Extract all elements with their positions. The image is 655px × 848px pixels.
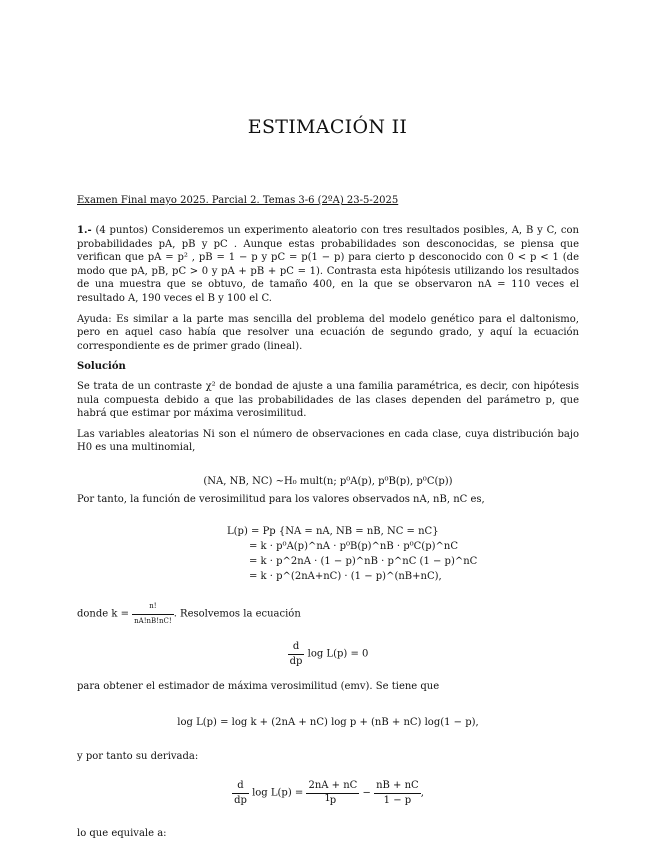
- solution-heading: Solución: [77, 361, 126, 373]
- problem-label: 1.-: [77, 225, 92, 236]
- equation-tail: ,: [420, 787, 424, 799]
- likelihood-line: = k · p^(2nA+nC) · (1 − p)^(nB+nC),: [249, 571, 442, 583]
- derivative-operator: [288, 640, 305, 668]
- solution-paragraph-4: [77, 600, 579, 628]
- k-denominator: nA!nB!nC!: [134, 616, 172, 625]
- likelihood-line: = k · p⁰A(p)^nA · p⁰B(p)^nB · p⁰C(p)^nC: [249, 541, 458, 553]
- document-title: ESTIMACIÓN II: [247, 116, 408, 138]
- solution-paragraph-5: para obtener el estimador de máxima verosimilitud (emv). Se tiene que: [77, 681, 440, 693]
- derivative-numerator: d: [288, 640, 305, 655]
- term-2-numerator: nB + nC: [374, 779, 421, 794]
- multinomial-equation: (NA, NB, NC) ~H₀ mult(n; p⁰A(p), p⁰B(p), p⁰C(p)): [203, 475, 453, 487]
- likelihood-equation-block: [227, 524, 579, 584]
- k-numerator: n!: [132, 600, 174, 615]
- minus-sign: −: [362, 787, 371, 799]
- solution-paragraph-1: Se trata de un contraste χ² de bondad de ajuste a una familia paramétrica, es decir, con hipótesis nula compuesta debido a que las probabilidades de las clases dependen del parámetro p, que habrá que estimar por máxima verosimilitud.: [77, 380, 579, 420]
- derivative-lhs: log L(p) =: [252, 787, 304, 799]
- derivative-equation-text: log L(p) = 0: [307, 648, 369, 660]
- problem-statement: [77, 224, 579, 306]
- exam-header: Examen Final mayo 2025. Parcial 2. Temas 3-6 (2ºA) 23-5-2025: [77, 195, 399, 206]
- derivative-numerator: d: [232, 779, 249, 794]
- k-definition-suffix: . Resolvemos la ecuación: [173, 608, 301, 620]
- derivative-equation: [77, 640, 579, 668]
- term-1-numerator: 2nA + nC: [306, 779, 359, 794]
- solution-paragraph-2: Las variables aleatorias Ni son el número de observaciones en cada clase, cuya distribución bajo H0 es una multinomial,: [77, 428, 579, 454]
- log-likelihood-equation: log L(p) = log k + (2nA + nC) log p + (nB + nC) log(1 − p),: [177, 717, 479, 729]
- term-1-denominator: p: [329, 794, 337, 806]
- likelihood-line: L(p) = Pp {NA = nA, NB = nB, NC = nC}: [227, 526, 439, 538]
- document-body: [77, 224, 579, 848]
- derivative-denominator: dp: [234, 794, 247, 806]
- problem-text: (4 puntos) Consideremos un experimento aleatorio con tres resultados posibles, A, B y C, con probabilidades pA, pB y pC . Aunque estas probabilidades son desconocidas, se piensa que verifican que pA = p² , pB = 1 − p y pC = p(1 − p) para cierto p desconocido con 0 < p < 1 (de modo que pA, pB, pC > 0 y pA + pB + pC = 1). Contrasta esta hipótesis utilizando los resultados de una muestra que se obtuvo, de tamaño 400, en la que se observaron nA = 110 veces el resultado A, 190 veces el B y 100 el C.: [77, 225, 579, 304]
- hint-paragraph: Ayuda: Es similar a la parte mas sencilla del problema del modelo genético para el daltonismo, pero en aquel caso había que resolver una ecuación de segundo grado, y aquí la ecuación correspondiente es de primer grado (lineal).: [77, 313, 579, 352]
- derivative-denominator: dp: [289, 655, 303, 667]
- k-fraction: [132, 600, 174, 628]
- solution-paragraph-3: Por tanto, la función de verosimilitud para los valores observados nA, nB, nC es,: [77, 493, 485, 505]
- likelihood-line: = k · p^2nA · (1 − p)^nB · p^nC (1 − p)^nC: [249, 556, 478, 568]
- term-2-denominator: 1 − p: [383, 794, 412, 806]
- page-number: 1: [324, 793, 331, 804]
- k-definition-prefix: donde k =: [77, 608, 129, 620]
- solution-paragraph-6: y por tanto su derivada:: [77, 750, 199, 762]
- solution-paragraph-7: lo que equivale a:: [77, 828, 167, 840]
